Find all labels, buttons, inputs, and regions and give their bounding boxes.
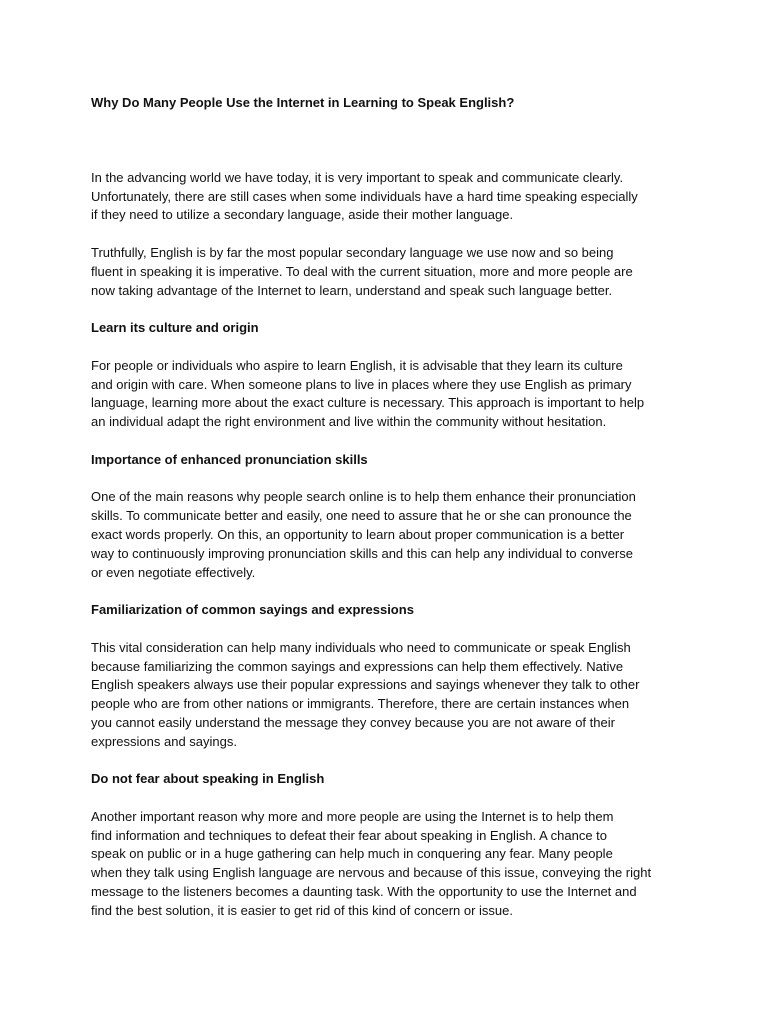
paragraph-line: if they need to utilize a secondary language, aside their mother language. (91, 207, 514, 223)
paragraph (91, 169, 691, 225)
section-heading: Learn its culture and origin (91, 320, 259, 336)
paragraph-line: language, learning more about the exact culture is necessary. This approach is important to help (91, 395, 645, 411)
paragraph-line: fluent in speaking it is imperative. To deal with the current situation, more and more people are (91, 263, 633, 279)
paragraph-line: speak on public or in a huge gathering can help much in conquering any fear. Many people (91, 846, 613, 862)
paragraph-line: an individual adapt the right environment and live within the community without hesitation. (91, 414, 607, 430)
document-page (91, 94, 691, 939)
paragraph-line: now taking advantage of the Internet to learn, understand and speak such language better. (91, 282, 613, 298)
paragraph-line: or even negotiate effectively. (91, 564, 256, 580)
paragraph-line: way to continuously improving pronunciation skills and this can help any individual to converse (91, 545, 633, 561)
paragraph-line: and origin with care. When someone plans to live in places where they use English as primary (91, 376, 632, 392)
paragraph-line: This vital consideration can help many individuals who need to communicate or speak English (91, 639, 631, 655)
section-heading: Familiarization of common sayings and expressions (91, 602, 414, 618)
paragraph-line: you cannot easily understand the message they convey because you are not aware of their (91, 714, 615, 730)
paragraph-line: skills. To communicate better and easily, one need to assure that he or she can pronounce the (91, 508, 632, 524)
paragraph-line: exact words properly. On this, an opportunity to learn about proper communication is a better (91, 526, 625, 542)
paragraph (91, 808, 691, 921)
paragraph-line: English speakers always use their popular expressions and sayings whenever they talk to other (91, 677, 640, 693)
paragraph (91, 357, 691, 432)
paragraph-line: when they talk using English language are nervous and because of this issue, conveying the right (91, 865, 652, 881)
paragraph (91, 244, 691, 300)
paragraph-line: because familiarizing the common sayings and expressions can help them effectively. Native (91, 658, 624, 674)
paragraph-line: find information and techniques to defeat their fear about speaking in English. A chance to (91, 827, 608, 843)
paragraph-line: Another important reason why more and more people are using the Internet is to help them (91, 808, 614, 824)
paragraph (91, 639, 691, 752)
paragraph-line: expressions and sayings. (91, 733, 237, 749)
paragraph-line: Unfortunately, there are still cases when some individuals have a hard time speaking especially (91, 188, 638, 204)
paragraph-line: One of the main reasons why people search online is to help them enhance their pronunciation (91, 489, 636, 505)
paragraph (91, 488, 691, 582)
paragraph-line: In the advancing world we have today, it is very important to speak and communicate clearly. (91, 169, 624, 185)
document-body (91, 169, 691, 921)
section-heading: Do not fear about speaking in English (91, 771, 325, 787)
paragraph-line: For people or individuals who aspire to learn English, it is advisable that they learn its culture (91, 357, 623, 373)
paragraph-line: Truthfully, English is by far the most popular secondary language we use now and so being (91, 244, 614, 260)
section-heading: Importance of enhanced pronunciation skills (91, 451, 368, 467)
paragraph-line: find the best solution, it is easier to get rid of this kind of concern or issue. (91, 902, 513, 918)
document-title: Why Do Many People Use the Internet in Learning to Speak English? (91, 95, 515, 110)
paragraph-line: people who are from other nations or immigrants. Therefore, there are certain instances when (91, 696, 630, 712)
title-spacer (91, 113, 691, 169)
paragraph-line: message to the listeners becomes a daunting task. With the opportunity to use the Internet and (91, 884, 637, 900)
